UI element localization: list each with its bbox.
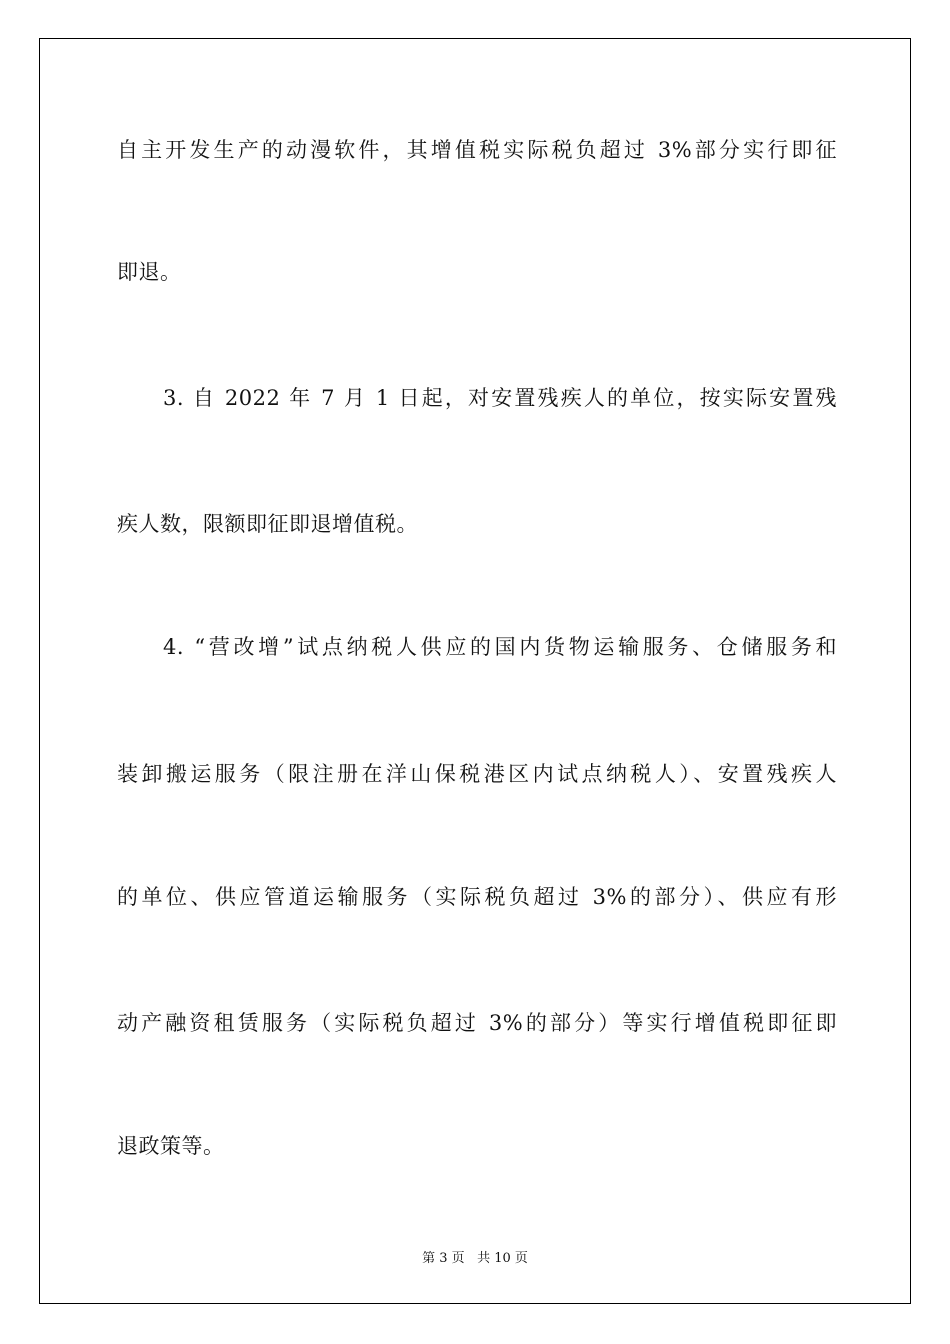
text-line-3: 3. 自 2022 年 7 月 1 日起，对安置残疾人的单位，按实际安置残 (163, 386, 837, 410)
text-line-6: 装卸搬运服务（限注册在洋山保税港区内试点纳税人）、安置残疾人 (117, 762, 837, 786)
page-border (39, 38, 911, 1304)
text-line-1: 自主开发生产的动漫软件，其增值税实际税负超过 3%部分实行即征 (117, 138, 837, 162)
text-line-9: 退政策等。 (117, 1134, 225, 1158)
text-line-8: 动产融资租赁服务（实际税负超过 3%的部分）等实行增值税即征即 (117, 1011, 837, 1035)
text-line-5: 4. “营改增”试点纳税人供应的国内货物运输服务、仓储服务和 (163, 635, 837, 659)
page-number-total: 共 10 页 (477, 1251, 528, 1266)
text-line-2: 即退。 (117, 260, 182, 284)
page-number-current: 第 3 页 (422, 1251, 465, 1266)
text-line-7: 的单位、供应管道运输服务（实际税负超过 3%的部分）、供应有形 (117, 885, 837, 909)
text-line-4: 疾人数，限额即征即退增值税。 (117, 512, 418, 536)
page-footer (0, 1247, 950, 1266)
